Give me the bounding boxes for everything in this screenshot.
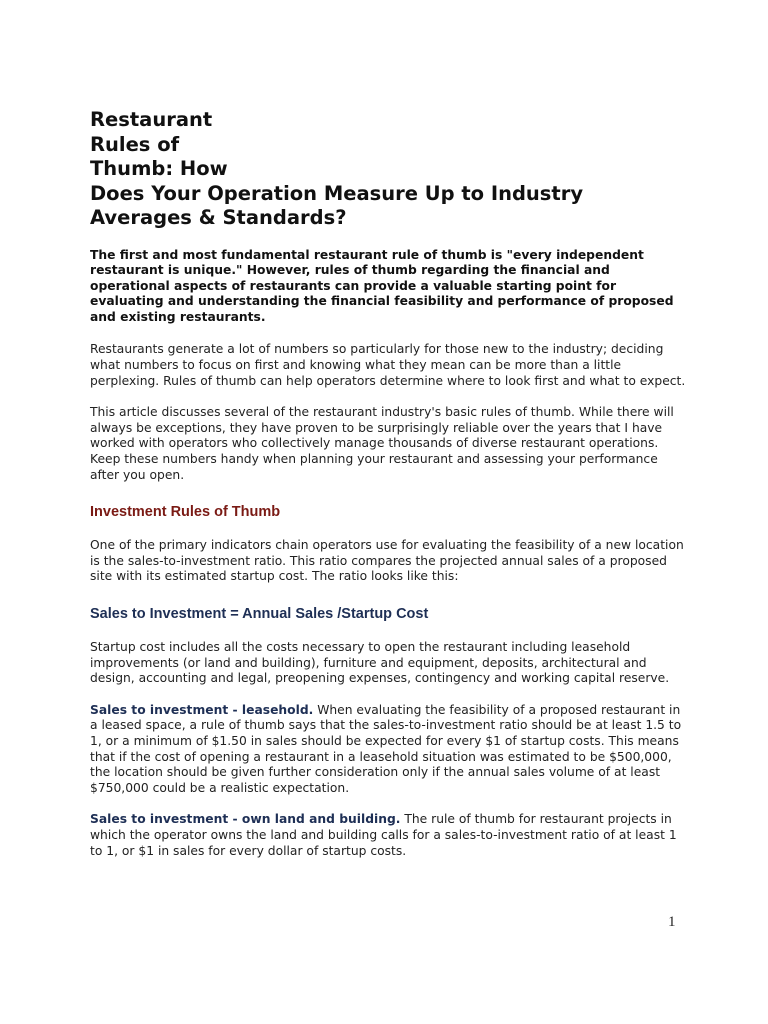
inline-heading: Sales to investment - leasehold. (90, 702, 314, 717)
page-number: 1 (668, 914, 676, 930)
lead-paragraph: The first and most fundamental restaurant rule of thumb is "every independent restaurant is unique." However, rules of thumb regarding the financial and operational aspects of restaurants can provide a valuable starting point for evaluating and understanding the financial feasibility and performance of proposed and existing restaurants. (90, 247, 674, 324)
title-line: Averages & Standards? (90, 206, 347, 229)
title-line: Restaurant (90, 108, 213, 131)
title-line: Rules of (90, 132, 180, 156)
title-line: Thumb: How (90, 157, 228, 180)
document-page (90, 108, 690, 859)
body-paragraph: This article discusses several of the restaurant industry's basic rules of thumb. While there will always be exceptions, they have proven to be surprisingly reliable over the years that I have worked with operators who collectively manage thousands of diverse restaurant operations. Keep these numbers handy when planning your restaurant and assessing your performance after you open. (90, 405, 674, 482)
leasehold-paragraph (90, 703, 690, 797)
paragraph-text: The rule of thumb for restaurant projects in which the operator owns the land and building calls for a sales-to-investment ratio of at least 1 to 1, or $1 in sales for every dollar of startup costs. (90, 812, 677, 858)
own-land-paragraph (90, 812, 690, 859)
formula-heading: Sales to Investment = Annual Sales /Startup Cost (90, 606, 429, 622)
body-paragraph: Restaurants generate a lot of numbers so particularly for those new to the industry; deciding what numbers to focus on first and knowing what they mean can be more than a little perplexing. Rules of thumb can help operators determine where to look first and what to expect. (90, 342, 686, 388)
body-paragraph: Startup cost includes all the costs necessary to open the restaurant including leasehold improvements (or land and building), furniture and equipment, deposits, architectural and design, accounting and legal, preopening expenses, contingency and working capital reserve. (90, 640, 670, 686)
title-line: Does Your Operation Measure Up to Industry (90, 181, 584, 205)
section-heading: Investment Rules of Thumb (90, 504, 281, 521)
body-paragraph: One of the primary indicators chain operators use for evaluating the feasibility of a new location is the sales-to-investment ratio. This ratio compares the projected annual sales of a proposed site with its estimated startup cost. The ratio looks like this: (90, 538, 684, 584)
document-title (90, 108, 690, 231)
inline-heading: Sales to investment - own land and building. (90, 812, 401, 827)
paragraph-text: When evaluating the feasibility of a proposed restaurant in a leased space, a rule of thumb says that the sales-to-investment ratio should be at least 1.5 to 1, or a minimum of $1.50 in sales should be expected for every $1 of startup costs. This means that if the cost of opening a restaurant in a leasehold situation was estimated to be $500,000, the location should be given further consideration only if the annual sales volume of at least $750,000 could be a realistic expectation. (90, 702, 682, 795)
